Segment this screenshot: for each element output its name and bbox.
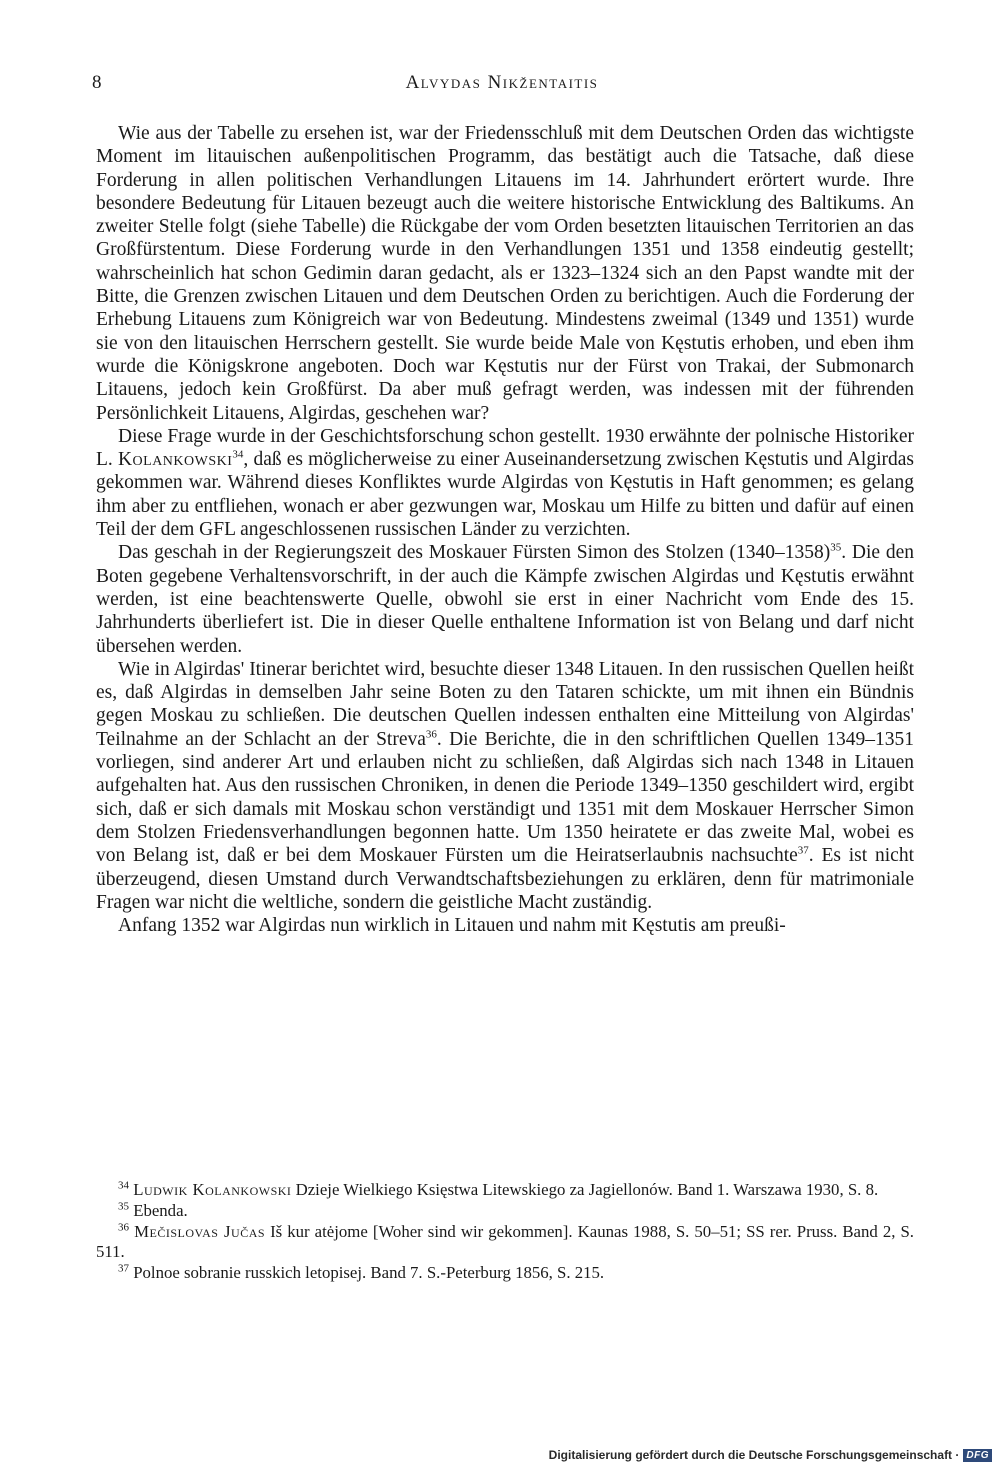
footnote: $^{34}$ Ludwik Kolankowski Dzieje Wielkiego Księstwa Litewskiego za Jagiellonów. Band 1. Warszawa 1930, S. 8.: [118, 1179, 879, 1199]
paragraph-2: Diese Frage wurde in der Geschichtsforschung schon gestellt. 1930 erwähnte der polnische Historiker L. Kolankowski$^{34}$, daß es möglicherweise zu einer Auseinandersetzung zwischen Kęstutis und Algirdas gekommen war. Während dieses Konfliktes wurde Algirdas von Kęstutis in Haft genommen; es gelang ihm aber zu entfliehen, wonach er aber gezwungen war, Moskau um Hilfe zu bitten und dafür auf einen Teil der dem GFL angeschlossenen russischen Länder zu verzichten.: [96, 425, 914, 541]
dfg-logo[interactable]: DFG: [963, 1449, 992, 1462]
body-text: [96, 122, 914, 937]
footnote-ref-35[interactable]: 35: [830, 541, 842, 554]
footnote-ref-37[interactable]: 37: [797, 844, 809, 857]
page-header: [92, 72, 912, 100]
footnote: $^{36}$ Mečislovas Jučas Iš kur atėjome [Woher sind wir gekommen]. Kaunas 1988, S. 50–51; SS rer. Pruss. Band 2, S. 511.: [96, 1221, 914, 1261]
paragraph-5: Anfang 1352 war Algirdas nun wirklich in Litauen und nahm mit Kęstutis am preußi-: [118, 915, 786, 937]
footnote: $^{35}$ Ebenda.: [118, 1200, 188, 1220]
author-name: Kolankowski: [117, 449, 233, 471]
digitization-credit: [549, 1448, 992, 1462]
footnote-ref-34[interactable]: 34: [232, 448, 244, 461]
footnotes: [96, 1180, 914, 1284]
page-number: 8: [92, 72, 102, 93]
running-head: Alvydas Nikžentaitis: [405, 72, 599, 93]
footnote: $^{37}$ Polnoe sobranie russkich letopisej. Band 7. S.-Peterburg 1856, S. 215.: [118, 1262, 605, 1282]
footnote-ref-36[interactable]: 36: [425, 728, 437, 741]
credit-text: Digitalisierung gefördert durch die Deutsche Forschungsgemeinschaft ·: [548, 1448, 960, 1462]
paragraph-4: Wie in Algirdas' Itinerar berichtet wird, besuchte dieser 1348 Litauen. In den russischen Quellen heißt es, daß Algirdas in demselben Jahr seine Boten zu den Tataren schickte, um mit ihnen ein Bündnis gegen Moskau zu schließen. Die deutschen Quellen indessen enthalten eine Mitteilung von Algirdas' Teilnahme an der Schlacht an der Streva$^{36}$. Die Berichte, die in den schriftlichen Quellen 1349–1351 vorliegen, sind anderer Art und erlauben nicht zu schließen, daß Algirdas sich nach 1348 in Litauen aufgehalten hat. Aus den russischen Chroniken, in denen die Periode 1349–1350 geschildert wird, ergibt sich, daß er sich damals mit Moskau schon verständigt und 1351 mit dem Moskauer Herrscher Simon dem Stolzen Friedensverhandlungen begonnen hatte. Um 1350 heiratete er das zweite Mal, wobei es von Belang ist, daß er bei dem Moskauer Fürsten um die Heiratserlaubnis nachsuchte$^{37}$. Es ist nicht überzeugend, diesen Umstand durch Verwandtschaftsbeziehungen zu erklären, denn für matrimoniale Fragen war nicht die weltliche, sondern die geistliche Macht zuständig.: [96, 658, 914, 913]
paragraph-3: Das geschah in der Regierungszeit des Moskauer Fürsten Simon des Stolzen (1340–1358)$^{35}$. Die den Boten gegebene Verhaltensvorschrift, in der auch die Kämpfe zwischen Algirdas und Kęstutis erwähnt werden, ist eine beachtenswerte Quelle, obwohl sie erst in einer Nachricht vom Ende des 15. Jahrhunderts überliefert ist. Die in dieser Quelle enthaltene Information ist von Belang und darf nicht übersehen werden.: [96, 541, 914, 657]
paragraph-1: Wie aus der Tabelle zu ersehen ist, war der Friedensschluß mit dem Deutschen Orden das wichtigste Moment im litauischen außenpolitischen Programm, das bestätigt auch die Tatsache, daß diese Forderung in allen politischen Verhandlungen Litauens im 14. Jahrhundert erörtert wurde. Ihre besondere Bedeutung für Litauen bezeugt auch die weitere historische Entwicklung des Baltikums. An zweiter Stelle folgt (siehe Tabelle) die Rückgabe der vom Orden besetzten litauischen Territorien an das Großfürstentum. Diese Forderung wurde in den Verhandlungen 1351 und 1358 eindeutig gestellt; wahrscheinlich hat schon Gedimin daran gedacht, als er 1323–1324 sich an den Papst wandte mit der Bitte, die Grenzen zwischen Litauen und dem Deutschen Orden zu berichtigen. Auch die Forderung der Erhebung Litauens zum Königreich war von Bedeutung. Mindestens zweimal (1349 und 1351) wurde sie von den litauischen Herrschern gestellt. Sie wurde beide Male von Kęstutis erhoben, und eben ihm wurde die Königskrone angeboten. Doch war Kęstutis nur der Fürst von Trakai, der Submonarch Litauens, jedoch kein Großfürst. Da aber muß gefragt werden, was indessen mit der führenden Persönlichkeit Litauens, Algirdas, geschehen war?: [96, 123, 914, 424]
